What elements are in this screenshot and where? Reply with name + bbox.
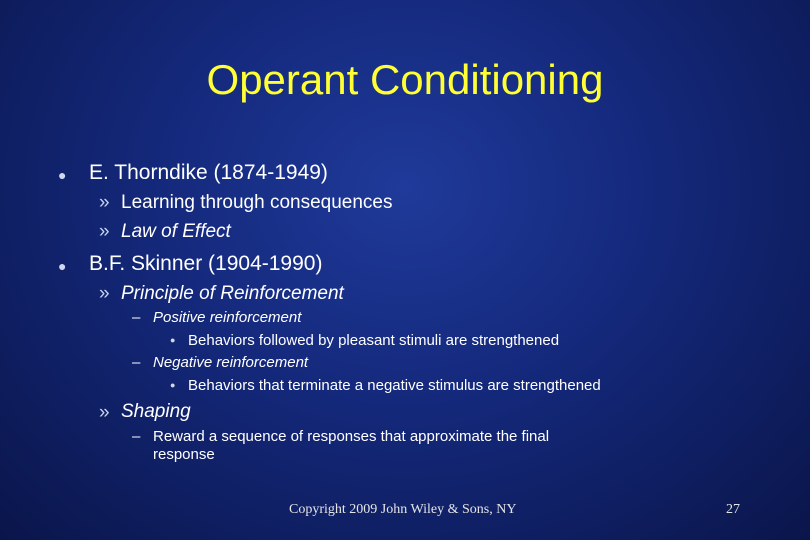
bullet-dot-icon: ● <box>58 258 67 274</box>
raquo-icon: » <box>99 283 110 304</box>
bullet-skinner: B.F. Skinner (1904-1990) <box>89 252 323 275</box>
slide-title: Operant Conditioning <box>206 56 604 103</box>
item-shaping-line1: Reward a sequence of responses that approximate the final <box>153 428 550 445</box>
sub-bullet-learning: Learning through consequences <box>121 192 393 213</box>
sub-bullet-principle: Principle of Reinforcement <box>121 283 344 304</box>
bullet-dot-icon: ● <box>58 167 67 183</box>
footer-copyright: Copyright 2009 John Wiley & Sons, NY <box>289 502 517 517</box>
item-positive-reinforcement: Positive reinforcement <box>153 309 302 326</box>
page-number: 27 <box>726 502 740 517</box>
dash-icon: – <box>132 309 141 326</box>
dash-icon: – <box>132 428 141 445</box>
item-shaping-line2: response <box>153 446 215 463</box>
item-positive-detail: Behaviors followed by pleasant stimuli are strengthened <box>188 332 560 349</box>
dash-icon: – <box>132 354 141 371</box>
raquo-icon: » <box>99 402 110 423</box>
bullet-dot-icon: ● <box>170 380 176 390</box>
raquo-icon: » <box>99 221 110 242</box>
raquo-icon: » <box>99 192 110 213</box>
bullet-thorndike: E. Thorndike (1874-1949) <box>89 161 328 184</box>
sub-bullet-shaping: Shaping <box>121 401 191 422</box>
sub-bullet-law-of-effect: Law of Effect <box>121 221 231 242</box>
item-negative-detail: Behaviors that terminate a negative stimulus are strengthened <box>188 377 601 394</box>
item-negative-reinforcement: Negative reinforcement <box>153 354 309 371</box>
bullet-dot-icon: ● <box>170 335 176 345</box>
